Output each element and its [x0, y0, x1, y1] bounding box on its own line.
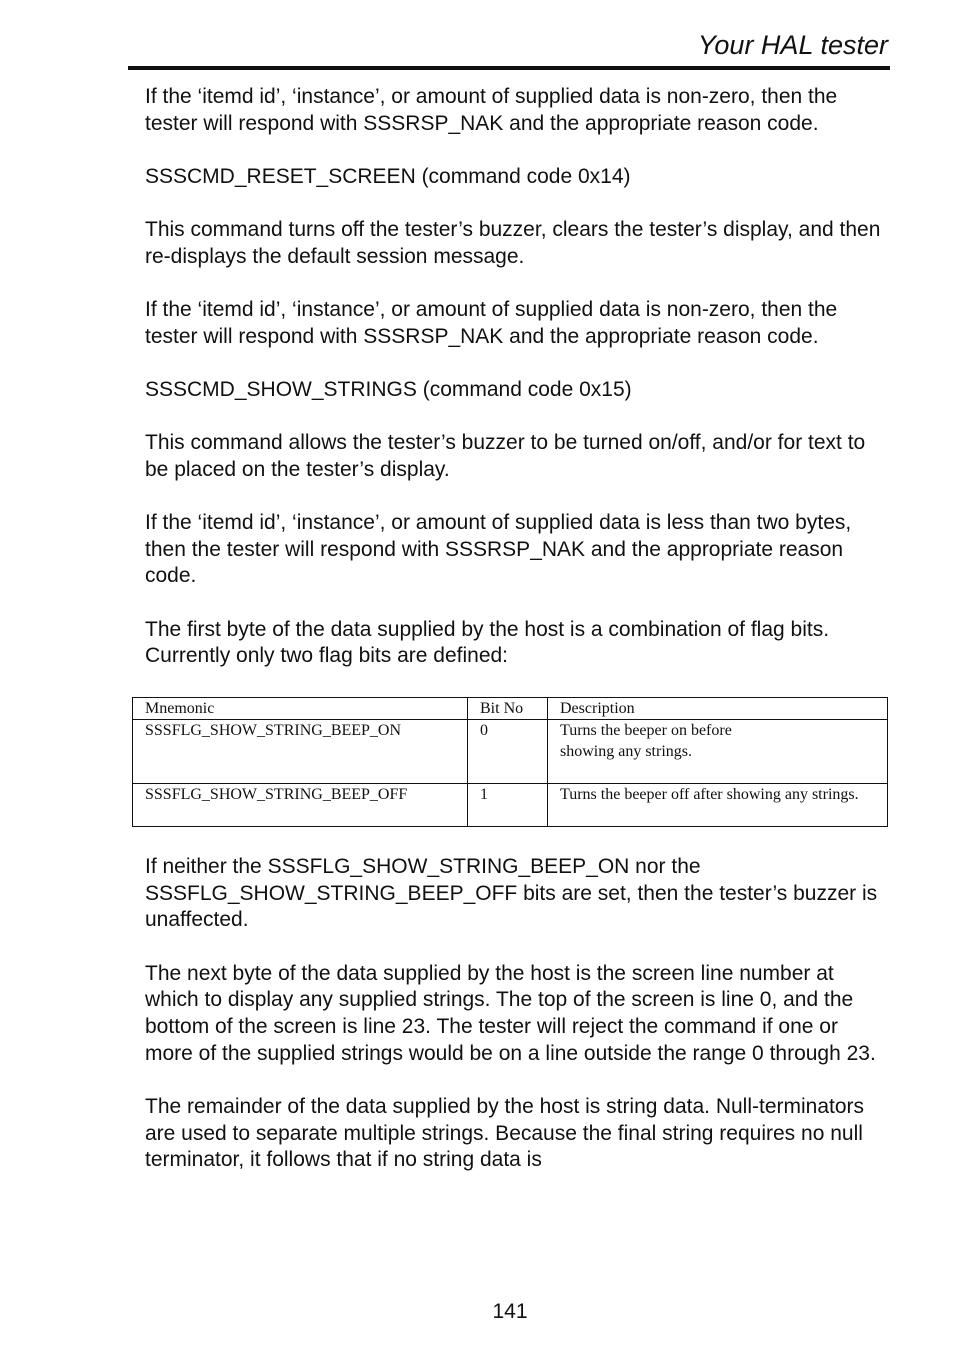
paragraph: This command allows the tester’s buzzer to be turned on/off, and/or for text to be placed on the tester’s display. — [145, 431, 866, 481]
paragraph: If the ‘itemd id’, ‘instance’, or amount of supplied data is less than two bytes, then the tester will respond with SSSRSP_NAK and the appropriate reason code. — [145, 511, 852, 588]
flag-bits-table — [132, 697, 888, 827]
table-row — [133, 720, 888, 784]
page-header — [128, 28, 890, 70]
cell-description: Turns the beeper on before showing any strings. — [548, 720, 888, 784]
paragraph: The remainder of the data supplied by the host is string data. Null-terminators are used to separate multiple strings. Because the final string requires no null terminator, it follows that if no string data is — [145, 1094, 865, 1172]
paragraph: If the ‘itemd id’, ‘instance’, or amount of supplied data is non-zero, then the tester will respond with SSSRSP_NAK and the appropriate reason code. — [145, 298, 838, 348]
flag-table-wrapper — [132, 697, 888, 827]
command-heading: SSSCMD_RESET_SCREEN (command code 0x14) — [145, 164, 631, 188]
column-header-mnemonic: Mnemonic — [133, 698, 468, 720]
column-header-bit-no: Bit No — [468, 698, 548, 720]
cell-mnemonic: SSSFLG_SHOW_STRING_BEEP_ON — [133, 720, 468, 784]
paragraph: The first byte of the data supplied by the host is a combination of flag bits. Currently only two flag bits are defined: — [145, 617, 830, 668]
paragraph: The next byte of the data supplied by the host is the screen line number at which to display any supplied strings. The top of the screen is line 0, and the bottom of the screen is line 23. The tester will reject the command if one or more of the supplied strings would be on a line outside the range 0 through 23. — [145, 961, 876, 1065]
page-content — [145, 84, 885, 1201]
table-row — [133, 784, 888, 827]
paragraph: If neither the SSSFLG_SHOW_STRING_BEEP_ON nor the SSSFLG_SHOW_STRING_BEEP_OFF bits are set, then the tester’s buzzer is unaffected. — [145, 855, 878, 932]
cell-bit-no: 1 — [468, 784, 548, 827]
table-header-row — [133, 698, 888, 720]
paragraph: This command turns off the tester’s buzzer, clears the tester’s display, and then re-displays the default session message. — [145, 218, 881, 268]
header-rule — [128, 66, 890, 70]
column-header-description: Description — [548, 698, 888, 720]
page-number: 141 — [492, 1300, 528, 1323]
header-title: Your HAL tester — [697, 30, 888, 60]
cell-description: Turns the beeper off after showing any strings. — [548, 784, 888, 827]
cell-bit-no: 0 — [468, 720, 548, 784]
cell-mnemonic: SSSFLG_SHOW_STRING_BEEP_OFF — [133, 784, 468, 827]
command-heading: SSSCMD_SHOW_STRINGS (command code 0x15) — [145, 377, 632, 401]
paragraph: If the ‘itemd id’, ‘instance’, or amount of supplied data is non-zero, then the tester will respond with SSSRSP_NAK and the appropriate reason code. — [145, 85, 838, 135]
